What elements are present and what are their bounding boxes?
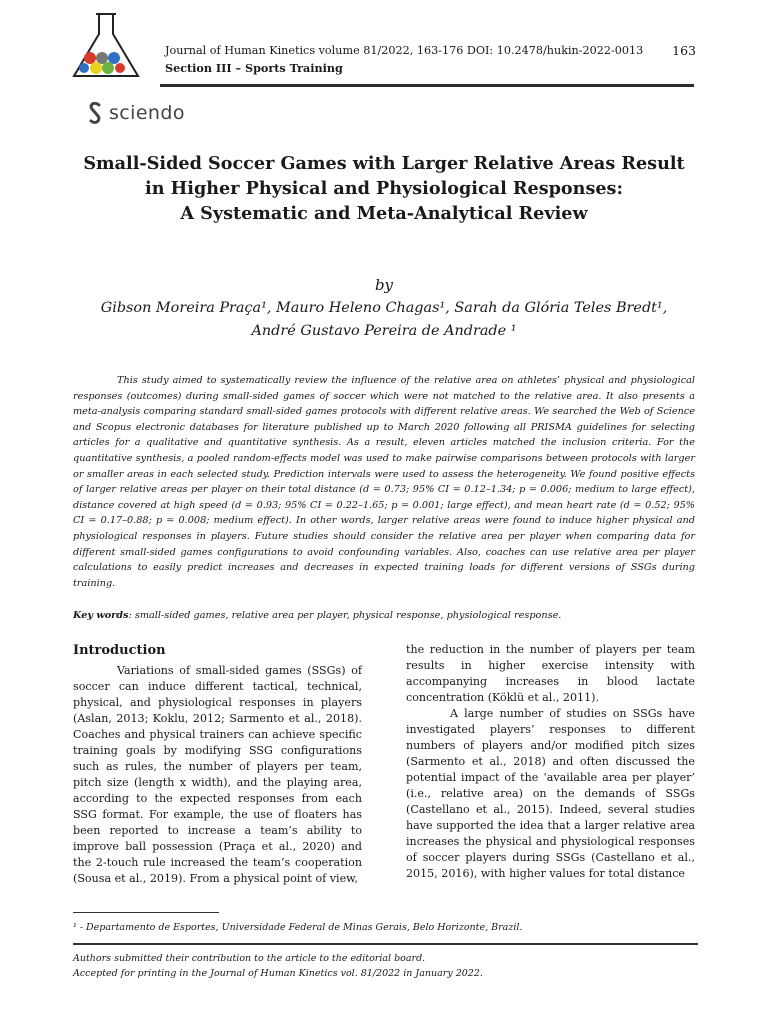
article-title — [72, 151, 696, 226]
author-line: André Gustavo Pereira de Andrade ¹ — [251, 323, 517, 339]
footer-rule — [73, 943, 698, 945]
affiliation-footnote: ¹ - Departamento de Esportes, Universidade Federal de Minas Gerais, Belo Horizonte, Brazil. — [73, 922, 523, 933]
title-line: in Higher Physical and Physiological Responses: — [145, 178, 623, 199]
page-number: 163 — [672, 43, 696, 58]
journal-citation: Journal of Human Kinetics volume 81/2022, 163-176 DOI: 10.2478/hukin-2022-0013 — [165, 44, 644, 57]
abstract: This study aimed to systematically review the influence of the relative area on athletes’ physical and physiological responses (outcomes) during small-sided games of soccer which were not matched to the relative area. It also presents a meta-analysis comparing standard small-sided games protocols with different relative areas. We searched the Web of Science and Scopus electronic databases for literature published up to March 2020 following all PRISMA guidelines for selecting articles for a qualitative and quantitative synthesis. As a result, eleven articles matched the inclusion criteria. For the quantitative synthesis, a pooled random-effects model was used to make pairwise comparisons between protocols with larger or smaller areas in each selected study. Prediction intervals were used to assess the heterogeneity. We found positive effects of larger relative areas per player on their total distance (d = 0.73; 95% CI = 0.12–1.34; p = 0.006; medium to large effect), distance covered at high speed (d = 0.93; 95% CI = 0.22–1.65; p = 0.001; large effect), and mean heart rate (d = 0.52; 95% CI = 0.17–0.88; p = 0.008; medium effect). In other words, larger relative areas were found to induce higher physical and physiological responses in players. Future studies should consider the relative area per player when comparing data for different small-sided games configurations to avoid confounding variables. Also, coaches can use relative area per player calculations to easily predict increases and decreases in expected training loads for different versions of SSGs during training. — [73, 375, 695, 589]
footer-note: Accepted for printing in the Journal of Human Kinetics vol. 81/2022 in January 2022. — [73, 968, 483, 979]
author-line: Gibson Moreira Praça¹, Mauro Heleno Chagas¹, Sarah da Glória Teles Bredt¹, — [100, 300, 668, 316]
title-line: A Systematic and Meta-Analytical Review — [180, 203, 588, 224]
keywords — [73, 610, 695, 621]
left-column — [73, 642, 362, 887]
footnote-rule — [73, 912, 219, 913]
section-heading: Introduction — [73, 643, 166, 658]
keywords-label: Key words — [73, 610, 129, 621]
right-column — [406, 642, 695, 882]
paragraph: A large number of studies on SSGs have investigated players’ responses to different numbers of players and/or modified pitch sizes (Sarmento et al., 2018) and often discussed the potential impact of the ‘available area per player’ (i.e., relative area) on the demands of SSGs (Castellano et al., 2015). Indeed, several studies have supported the idea that a larger relative area increases the physical and physiological responses of soccer players during SSGs (Castellano et al., 2015, 2016), with higher values for total distance — [406, 707, 695, 880]
header-rule — [160, 84, 694, 87]
paragraph: Variations of small-sided games (SSGs) of soccer can induce different tactical, technical, physical, and physiological responses in players (Aslan, 2013; Koklu, 2012; Sarmento et al., 2018). Coaches and physical trainers can achieve specific training goals by modifying SSG configurations such as rules, the number of players per team, pitch size (length x width), and the playing area, according to the expected responses from each SSG format. For example, the use of floaters has been reported to increase a team’s ability to improve ball possession (Praça et al., 2020) and the 2-touch rule increased the team’s cooperation (Sousa et al., 2019). From a physical point of view, — [73, 664, 362, 885]
author-list — [40, 297, 728, 343]
paragraph: the reduction in the number of players per team results in higher exercise intensity with accompanying increases in blood lactate concentration (Köklü et al., 2011). — [406, 643, 695, 704]
publisher-name: sciendo — [109, 102, 185, 124]
by-line: by — [374, 276, 394, 294]
journal-flask-logo — [68, 10, 156, 82]
footer-note: Authors submitted their contribution to the article to the editorial board. — [73, 953, 426, 964]
section-label: Section III – Sports Training — [165, 61, 343, 75]
keywords-text: : small-sided games, relative area per player, physical response, physiological response. — [128, 610, 562, 621]
publisher-logo — [88, 102, 185, 124]
title-line: Small-Sided Soccer Games with Larger Relative Areas Result — [83, 153, 685, 174]
sciendo-icon — [88, 102, 102, 124]
